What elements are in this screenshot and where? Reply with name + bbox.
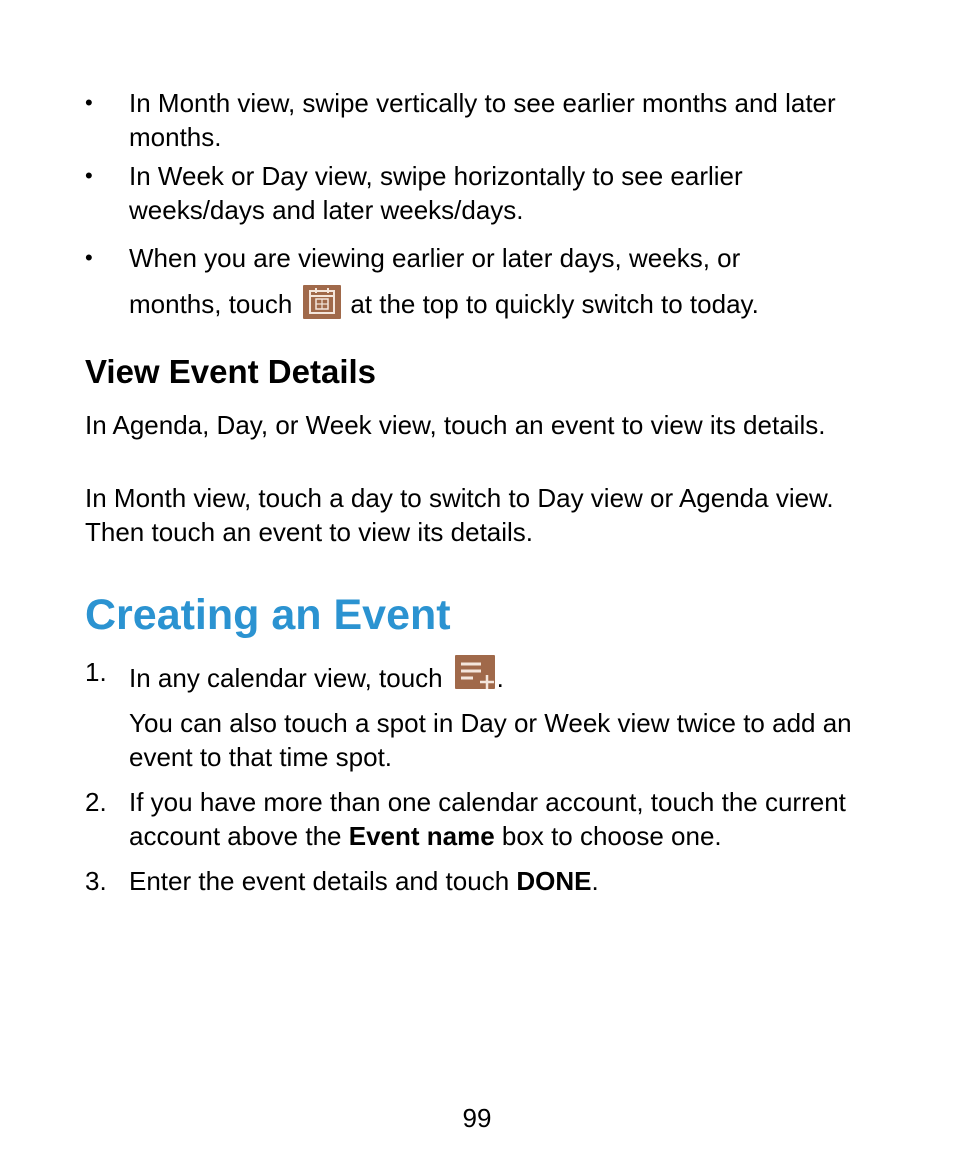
- list-item: • In Month view, swipe vertically to see earlier months and later months.: [85, 86, 885, 154]
- page-number: 99: [462, 1103, 492, 1133]
- section-heading-creating-an-event: Creating an Event: [85, 591, 451, 639]
- navigation-tips-list: [85, 86, 885, 321]
- list-item: • In Week or Day view, swipe horizontally to see earlier weeks/days and later weeks/days.: [85, 159, 885, 227]
- new-event-icon: [455, 655, 497, 691]
- paragraph: In Month view, touch a day to switch to Day view or Agenda view. Then touch an event to view its details.: [85, 483, 834, 547]
- steps-list: [85, 655, 885, 898]
- list-item: 3. Enter the event details and touch DONE.: [85, 866, 599, 896]
- section-heading-view-event-details: View Event Details: [85, 353, 377, 390]
- list-item: 2. If you have more than one calendar account, touch the current account above the Event name box to choose one.: [85, 787, 846, 851]
- list-item: 1. In any calendar view, touch . You can also touch a spot in Day or Week view twice to add an event to that time spot.: [85, 657, 852, 772]
- paragraph: In Agenda, Day, or Week view, touch an event to view its details.: [85, 410, 826, 440]
- list-item: • When you are viewing earlier or later days, weeks, or months, touch at the top to quickly switch to today.: [85, 241, 885, 321]
- today-calendar-icon: [302, 285, 342, 319]
